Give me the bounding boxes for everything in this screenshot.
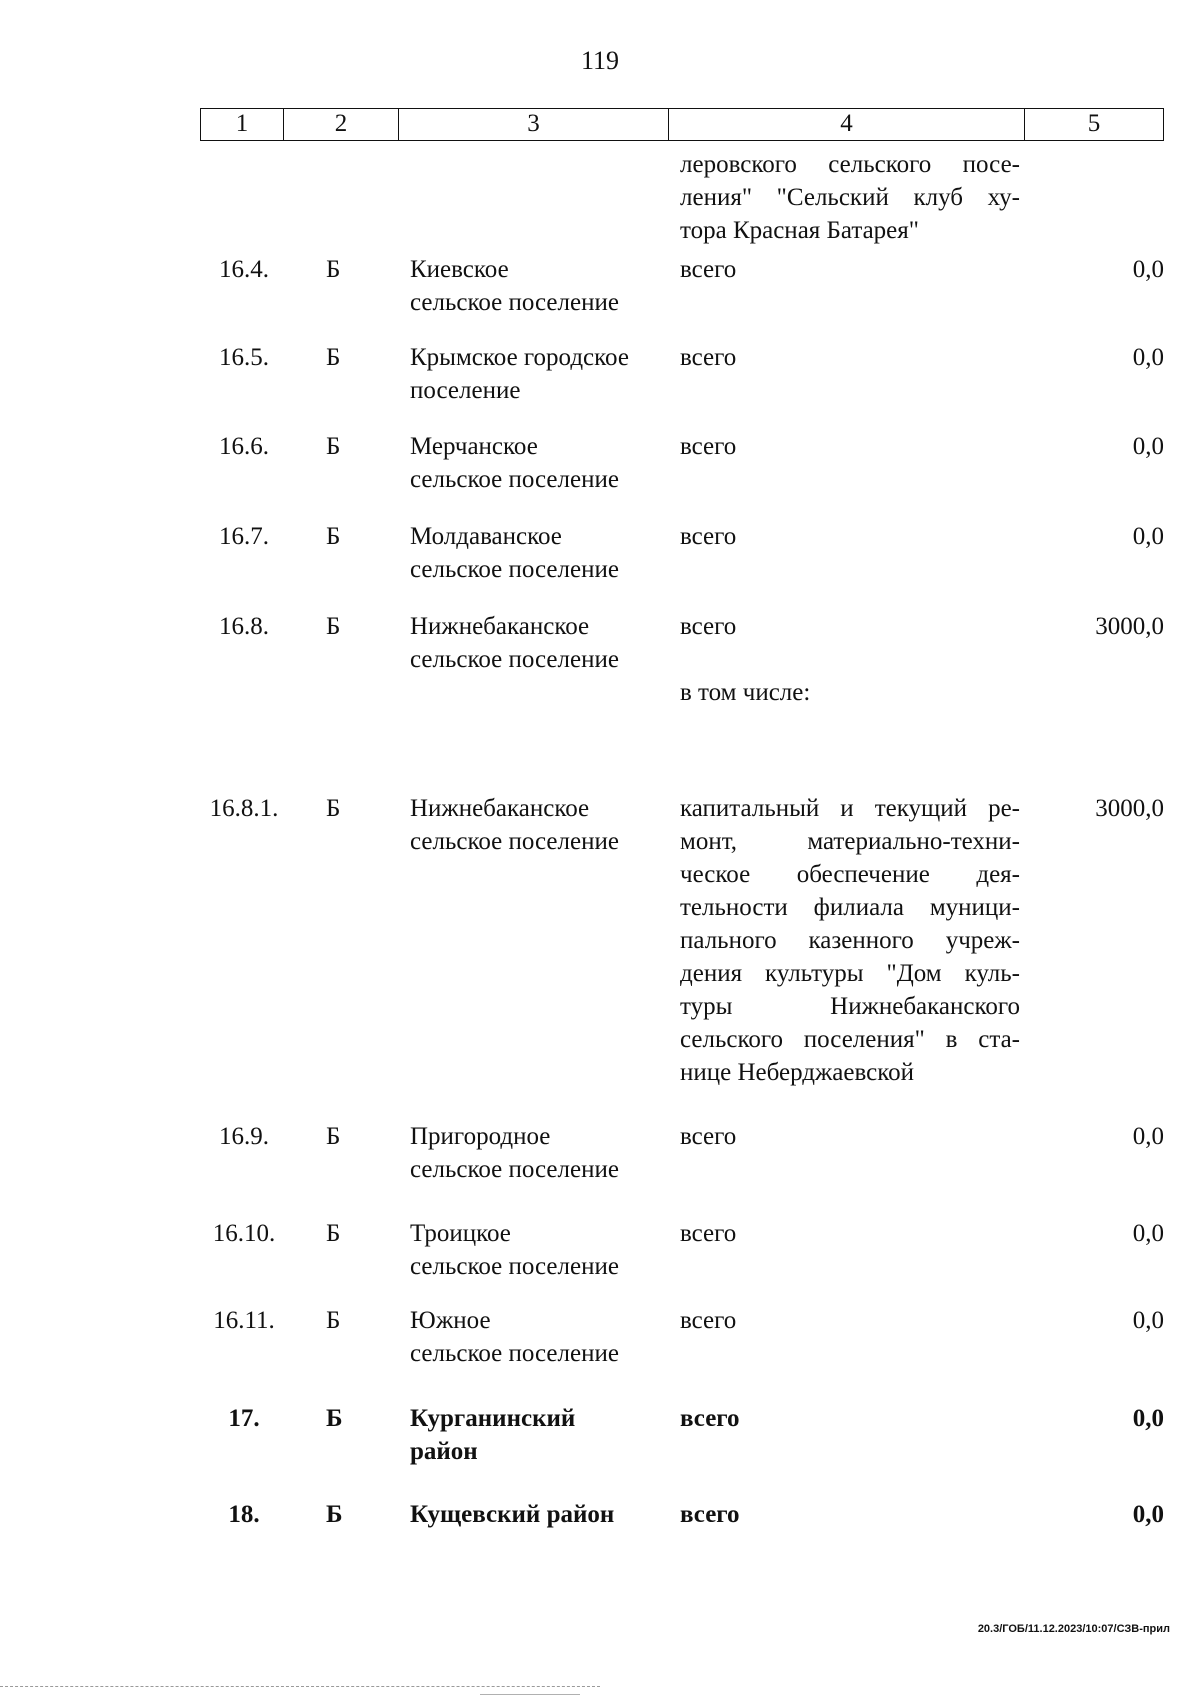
name-line: Пригородное xyxy=(410,1123,551,1150)
row-name xyxy=(410,1402,680,1468)
desc-line: всего xyxy=(680,344,737,371)
desc-line: всего xyxy=(680,433,737,460)
desc-line: всего xyxy=(680,1307,737,1334)
desc-line: дения культуры "Дом куль- xyxy=(680,960,1020,987)
row-type: Б xyxy=(326,1220,341,1247)
desc-line: монт, материально-техни- xyxy=(680,828,1020,855)
name-line: Нижнебаканское xyxy=(410,795,590,822)
row-number: 16.5. xyxy=(219,344,269,371)
name-line: Молдаванское xyxy=(410,523,562,550)
header-col-4: 4 xyxy=(669,109,1025,140)
row-description xyxy=(680,792,1020,1089)
row-name xyxy=(410,520,680,586)
row-description xyxy=(680,430,1020,463)
desc-line: всего xyxy=(680,1501,740,1528)
header-col-2: 2 xyxy=(284,109,399,140)
row-number: 16.10. xyxy=(212,1220,276,1247)
desc-line: всего xyxy=(680,1123,737,1150)
row-number: 16.11. xyxy=(213,1307,275,1334)
row-name xyxy=(410,1498,680,1531)
row-description xyxy=(680,1217,1020,1250)
row-number: 17. xyxy=(228,1405,260,1432)
row-description xyxy=(680,610,1020,709)
row-type: Б xyxy=(326,613,341,640)
name-line: район xyxy=(410,1438,478,1465)
row-number: 16.8. xyxy=(219,613,269,640)
name-line: Мерчанское xyxy=(410,433,538,460)
name-line: поселение xyxy=(410,377,521,404)
row-amount: 0,0 xyxy=(1132,344,1164,371)
row-name xyxy=(410,792,680,858)
row-description xyxy=(680,1498,1020,1531)
desc-line: пального казенного учреж- xyxy=(680,927,1020,954)
row-name xyxy=(410,1217,680,1283)
continued-line: тора Красная Батарея" xyxy=(680,217,919,244)
row-type: Б xyxy=(326,344,341,371)
name-line: Курганинский xyxy=(410,1405,576,1432)
name-line: сельское поселение xyxy=(410,289,619,316)
name-line: Киевское xyxy=(410,256,509,283)
desc-line: сельского поселения" в ста- xyxy=(680,1026,1020,1053)
name-line: Кущевский район xyxy=(410,1501,615,1528)
name-line: сельское поселение xyxy=(410,556,619,583)
row-type: Б xyxy=(326,256,341,283)
row-name xyxy=(410,610,680,676)
name-line: сельское поселение xyxy=(410,1156,619,1183)
row-type: Б xyxy=(326,795,341,822)
row-name xyxy=(410,341,680,407)
name-line: Троицкое xyxy=(410,1220,511,1247)
continued-description xyxy=(680,148,1020,247)
table-header xyxy=(200,108,1164,141)
page-number: 119 xyxy=(580,46,620,75)
row-name xyxy=(410,430,680,496)
row-type: Б xyxy=(326,523,341,550)
scan-edge-line xyxy=(480,1694,580,1695)
desc-line: капитальный и текущий ре- xyxy=(680,795,1020,822)
row-amount: 3000,0 xyxy=(1095,795,1164,822)
header-col-5: 5 xyxy=(1087,110,1101,137)
name-line: Крымское городское xyxy=(410,344,629,371)
row-number: 16.8.1. xyxy=(209,795,279,822)
desc-spacer xyxy=(680,643,1020,676)
name-line: сельское поселение xyxy=(410,1253,619,1280)
row-name xyxy=(410,1304,680,1370)
row-type: Б xyxy=(326,433,341,460)
name-line: сельское поселение xyxy=(410,828,619,855)
row-description xyxy=(680,1304,1020,1337)
name-line: сельское поселение xyxy=(410,466,619,493)
row-description xyxy=(680,1120,1020,1153)
row-amount: 0,0 xyxy=(1132,433,1164,460)
row-amount: 0,0 xyxy=(1132,1501,1164,1528)
desc-line: всего xyxy=(680,523,737,550)
desc-line: ческое обеспечение дея- xyxy=(680,861,1020,888)
document-code: 20.3/ГОБ/11.12.2023/10:07/СЗВ-прил xyxy=(977,1623,1170,1635)
row-description xyxy=(680,341,1020,374)
desc-line: туры Нижнебаканского xyxy=(680,993,1020,1020)
scan-edge-line xyxy=(0,1686,600,1687)
row-amount: 0,0 xyxy=(1132,1405,1164,1432)
row-type: Б xyxy=(326,1307,341,1334)
row-amount: 0,0 xyxy=(1132,1307,1164,1334)
row-amount: 0,0 xyxy=(1132,256,1164,283)
header-col-1: 1 xyxy=(201,109,284,140)
header-col-3: 3 xyxy=(399,109,669,140)
name-line: Нижнебаканское xyxy=(410,613,590,640)
row-number: 16.4. xyxy=(219,256,269,283)
row-description xyxy=(680,520,1020,553)
desc-line: всего xyxy=(680,256,737,283)
desc-line: нице Неберджаевской xyxy=(680,1059,914,1086)
row-number: 16.9. xyxy=(219,1123,269,1150)
row-amount: 0,0 xyxy=(1132,523,1164,550)
row-number: 16.7. xyxy=(219,523,269,550)
row-description xyxy=(680,1402,1020,1435)
desc-line: тельности филиала муници- xyxy=(680,894,1020,921)
row-number: 18. xyxy=(228,1501,260,1528)
row-number: 16.6. xyxy=(219,433,269,460)
row-amount: 0,0 xyxy=(1132,1123,1164,1150)
desc-line: в том числе: xyxy=(680,679,811,706)
desc-line: всего xyxy=(680,613,737,640)
name-line: Южное xyxy=(410,1307,491,1334)
row-type: Б xyxy=(326,1123,341,1150)
continued-line: леровского сельского посе- xyxy=(680,151,1020,178)
row-amount: 3000,0 xyxy=(1095,613,1164,640)
name-line: сельское поселение xyxy=(410,1340,619,1367)
row-name xyxy=(410,253,680,319)
continued-line: ления" "Сельский клуб ху- xyxy=(680,184,1020,211)
row-name xyxy=(410,1120,680,1186)
row-amount: 0,0 xyxy=(1132,1220,1164,1247)
row-type: Б xyxy=(326,1405,343,1432)
desc-line: всего xyxy=(680,1220,737,1247)
desc-line: всего xyxy=(680,1405,740,1432)
row-type: Б xyxy=(326,1501,343,1528)
name-line: сельское поселение xyxy=(410,646,619,673)
row-description xyxy=(680,253,1020,286)
